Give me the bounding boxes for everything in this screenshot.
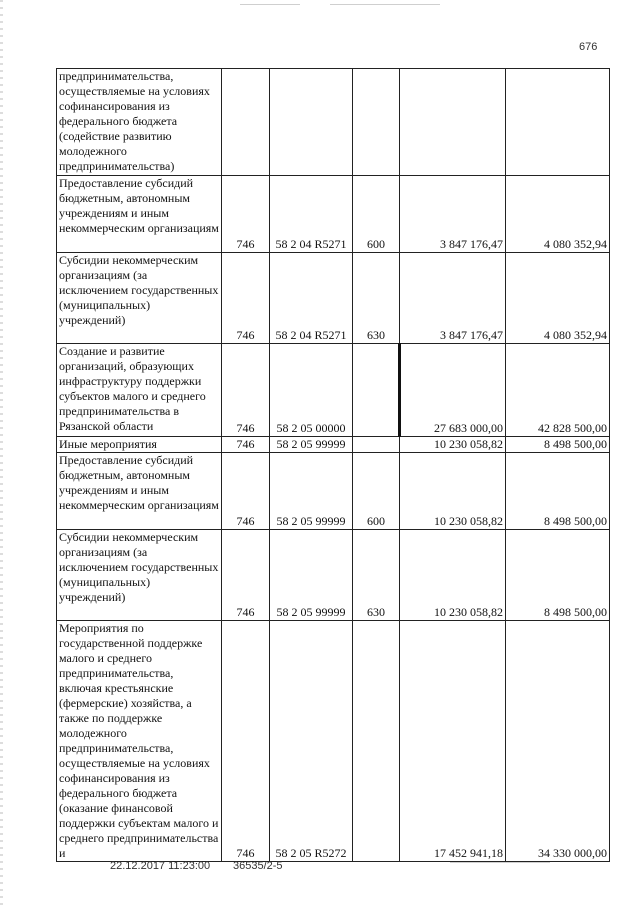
article-code: 58 2 04 R5271 bbox=[270, 176, 353, 253]
document-code: 36535/2-5 bbox=[233, 860, 283, 872]
row-description: предпринимательства, осуществляемые на условиях софинансирования из федерального бюджета (содействие развитию молодежного предпринимательства) bbox=[57, 69, 222, 176]
table-row bbox=[57, 530, 610, 621]
amount-2019: 4 080 352,94 bbox=[506, 176, 610, 253]
amount-2018: 27 683 000,00 bbox=[400, 344, 506, 437]
expense-type-code bbox=[353, 344, 400, 437]
scan-speck bbox=[330, 4, 440, 5]
article-code: 58 2 04 R5271 bbox=[270, 253, 353, 344]
table-row bbox=[57, 344, 610, 437]
expense-type-code bbox=[353, 69, 400, 176]
amount-2019 bbox=[506, 69, 610, 176]
article-code: 58 2 05 R5272 bbox=[270, 621, 353, 862]
row-description: Субсидии некоммерческим организациям (за исключением государственных (муниципальных) учреждений) bbox=[57, 530, 222, 621]
expense-type-code bbox=[353, 437, 400, 453]
expense-type-code: 600 bbox=[353, 176, 400, 253]
page-number: 676 bbox=[579, 41, 598, 53]
ministry-code: 746 bbox=[222, 453, 270, 530]
table-row bbox=[57, 621, 610, 862]
budget-table bbox=[56, 68, 610, 862]
row-description: Субсидии некоммерческим организациям (за исключением государственных (муниципальных) учреждений) bbox=[57, 253, 222, 344]
row-description: Мероприятия по государственной поддержке малого и среднего предпринимательства, включая крестьянские (фермерские) хозяйства, а также по поддержке молодежного предпринимательства, осуществляемые на условиях софинансирования из федерального бюджета (оказание финансовой поддержки субъектам малого и среднего предпринимательства и bbox=[57, 621, 222, 862]
print-timestamp: 22.12.2017 11:23:00 bbox=[110, 860, 211, 872]
amount-2018: 3 847 176,47 bbox=[400, 176, 506, 253]
amount-2018: 17 452 941,18 bbox=[400, 621, 506, 862]
amount-2018: 10 230 058,82 bbox=[400, 437, 506, 453]
ministry-code: 746 bbox=[222, 176, 270, 253]
amount-2019: 42 828 500,00 bbox=[506, 344, 610, 437]
ministry-code: 746 bbox=[222, 530, 270, 621]
table-row bbox=[57, 176, 610, 253]
ministry-code bbox=[222, 69, 270, 176]
article-code: 58 2 05 00000 bbox=[270, 344, 353, 437]
amount-2018: 3 847 176,47 bbox=[400, 253, 506, 344]
table-row bbox=[57, 69, 610, 176]
table-row bbox=[57, 437, 610, 453]
amount-2019: 4 080 352,94 bbox=[506, 253, 610, 344]
ministry-code: 746 bbox=[222, 344, 270, 437]
expense-type-code: 630 bbox=[353, 530, 400, 621]
expense-type-code bbox=[353, 621, 400, 862]
scan-edge-artifact bbox=[0, 0, 3, 905]
scan-speck bbox=[240, 4, 300, 5]
amount-2018: 10 230 058,82 bbox=[400, 453, 506, 530]
amount-2019: 8 498 500,00 bbox=[506, 530, 610, 621]
table-row bbox=[57, 453, 610, 530]
expense-type-code: 600 bbox=[353, 453, 400, 530]
expense-type-code: 630 bbox=[353, 253, 400, 344]
row-description: Иные мероприятия bbox=[57, 437, 222, 453]
ministry-code: 746 bbox=[222, 437, 270, 453]
article-code bbox=[270, 69, 353, 176]
article-code: 58 2 05 99999 bbox=[270, 453, 353, 530]
amount-2019: 8 498 500,00 bbox=[506, 453, 610, 530]
amount-2019: 34 330 000,00 bbox=[506, 621, 610, 862]
amount-2018 bbox=[400, 69, 506, 176]
amount-2019: 8 498 500,00 bbox=[506, 437, 610, 453]
ministry-code: 746 bbox=[222, 621, 270, 862]
scan-speck bbox=[450, 862, 550, 863]
row-description: Предоставление субсидий бюджетным, автономным учреждениям и иным некоммерческим организациям bbox=[57, 453, 222, 530]
amount-2018: 10 230 058,82 bbox=[400, 530, 506, 621]
ministry-code: 746 bbox=[222, 253, 270, 344]
row-description: Предоставление субсидий бюджетным, автономным учреждениям и иным некоммерческим организациям bbox=[57, 176, 222, 253]
article-code: 58 2 05 99999 bbox=[270, 530, 353, 621]
table-row bbox=[57, 253, 610, 344]
article-code: 58 2 05 99999 bbox=[270, 437, 353, 453]
row-description: Создание и развитие организаций, образующих инфраструктуру поддержки субъектов малого и среднего предпринимательства в Рязанской области bbox=[57, 344, 222, 437]
